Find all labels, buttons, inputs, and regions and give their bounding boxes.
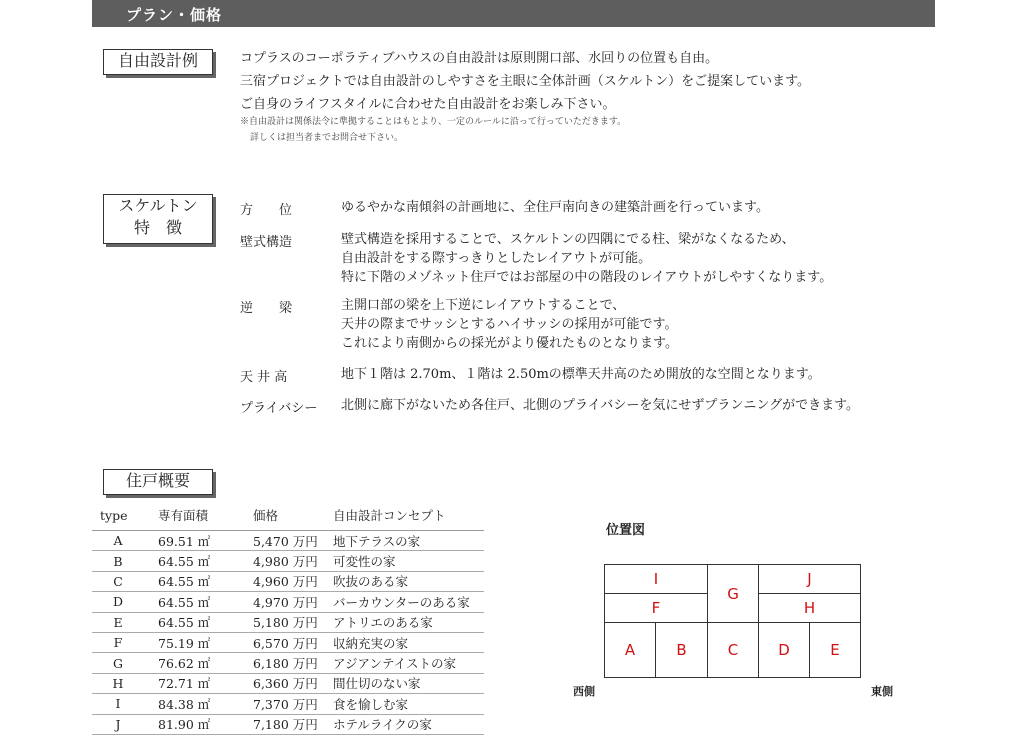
cell-concept: 食を愉しむ家: [333, 694, 484, 714]
cell-price: 5,470 万円: [253, 531, 333, 551]
cell-concept: アジアンテイストの家: [333, 653, 484, 673]
feature-desc-privacy: [341, 396, 859, 415]
map-cell-a: A: [604, 622, 656, 678]
cell-concept: ホテルライクの家: [333, 714, 484, 734]
skeleton-label-line-2: 特 徴: [133, 218, 182, 237]
cell-area: 72.71 ㎡: [144, 673, 253, 693]
feature-term-wall-structure: 壁式構造: [240, 235, 293, 250]
cell-type: A: [92, 531, 144, 551]
feature-desc-line: 地下１階は 2.70m、１階は 2.50mの標準天井高のため開放的な空間となります。: [341, 367, 821, 382]
map-cell-j: J: [758, 564, 861, 594]
skeleton-label: [103, 194, 213, 244]
feature-desc-ceiling-height: [341, 365, 821, 384]
cell-area: 84.38 ㎡: [144, 694, 253, 714]
feature-desc-orientation: [341, 198, 769, 217]
feature-term-ceiling-height: 天 井 高: [240, 370, 288, 385]
cell-type: F: [92, 632, 144, 652]
feature-term-orientation: 方 位: [240, 203, 293, 218]
units-label-text: 住戸概要: [125, 471, 190, 490]
table-row: [92, 531, 484, 551]
map-cell-b: B: [655, 622, 708, 678]
cell-area: 69.51 ㎡: [144, 531, 253, 551]
table-row: [92, 551, 484, 571]
cell-concept: 収納充実の家: [333, 632, 484, 652]
section-title: プラン・価格: [126, 6, 223, 24]
cell-price: 4,980 万円: [253, 551, 333, 571]
cell-price: 5,180 万円: [253, 612, 333, 632]
feature-desc-line: ゆるやかな南傾斜の計画地に、全住戸南向きの建築計画を行っています。: [341, 200, 769, 215]
col-header-concept: 自由設計コンセプト: [333, 503, 484, 531]
feature-desc-line: 特に下階のメゾネット住戸ではお部屋の中の階段のレイアウトがしやすくなります。: [341, 270, 833, 285]
table-row: [92, 694, 484, 714]
cell-concept: 地下テラスの家: [333, 531, 484, 551]
cell-type: J: [92, 714, 144, 734]
cell-concept: 可変性の家: [333, 551, 484, 571]
feature-term-inverted-beam: 逆 梁: [240, 301, 293, 316]
free-design-line-1: コプラスのコーポラティブハウスの自由設計は原則開口部、水回りの位置も自由。: [240, 51, 719, 66]
free-design-note-2: 詳しくは担当者までお問合せ下さい。: [250, 133, 404, 143]
location-map-title: 位置図: [606, 523, 646, 538]
map-cell-h: H: [758, 593, 861, 623]
free-design-line-3: ご自身のライフスタイルに合わせた自由設計をお楽しみ下さい。: [240, 97, 616, 112]
cell-area: 76.62 ㎡: [144, 653, 253, 673]
feature-desc-line: 自由設計をする際すっきりとしたレイアウトが可能。: [341, 251, 652, 266]
cell-type: I: [92, 694, 144, 714]
skeleton-label-line-1: スケルトン: [118, 196, 198, 215]
cell-area: 64.55 ㎡: [144, 592, 253, 612]
table-row: [92, 571, 484, 591]
map-east-label: 東側: [871, 685, 893, 698]
col-header-area: 専有面積: [144, 503, 253, 531]
cell-price: 4,970 万円: [253, 592, 333, 612]
feature-desc-wall-structure: [341, 230, 832, 287]
section-header-bar: [92, 0, 935, 27]
cell-type: D: [92, 592, 144, 612]
units-label: [103, 469, 213, 495]
cell-type: E: [92, 612, 144, 632]
cell-concept: 吹抜のある家: [333, 571, 484, 591]
table-row: [92, 632, 484, 652]
feature-desc-inverted-beam: [341, 296, 678, 353]
units-table: [92, 503, 484, 735]
free-design-label-text: 自由設計例: [117, 51, 198, 70]
cell-area: 64.55 ㎡: [144, 612, 253, 632]
cell-price: 4,960 万円: [253, 571, 333, 591]
free-design-label: [103, 49, 213, 75]
map-cell-f: F: [604, 593, 708, 623]
cell-type: B: [92, 551, 144, 571]
free-design-note-1: ※自由設計は関係法令に準拠することはもとより、一定のルールに沿って行っていただきます。: [240, 117, 627, 127]
cell-price: 6,180 万円: [253, 653, 333, 673]
feature-desc-line: 主開口部の梁を上下逆にレイアウトすることで、: [341, 298, 626, 313]
feature-desc-line: これにより南側からの採光がより優れたものとなります。: [341, 336, 678, 351]
cell-type: G: [92, 653, 144, 673]
cell-type: C: [92, 571, 144, 591]
cell-concept: 間仕切のない家: [333, 673, 484, 693]
table-row: [92, 612, 484, 632]
table-row: [92, 673, 484, 693]
cell-type: H: [92, 673, 144, 693]
cell-price: 6,570 万円: [253, 632, 333, 652]
map-cell-e: E: [809, 622, 861, 678]
map-cell-i: I: [604, 564, 708, 594]
cell-concept: アトリエのある家: [333, 612, 484, 632]
feature-term-privacy: プライバシー: [240, 401, 318, 416]
col-header-price: 価格: [253, 503, 333, 531]
cell-area: 64.55 ㎡: [144, 571, 253, 591]
table-row: [92, 714, 484, 734]
cell-concept: バーカウンターのある家: [333, 592, 484, 612]
table-row: [92, 592, 484, 612]
free-design-line-2: 三宿プロジェクトでは自由設計のしやすさを主眼に全体計画（スケルトン）をご提案しています。: [240, 74, 811, 89]
cell-area: 81.90 ㎡: [144, 714, 253, 734]
map-west-label: 西側: [573, 685, 595, 698]
feature-desc-line: 天井の際までサッシとするハイサッシの採用が可能です。: [341, 317, 678, 332]
feature-desc-line: 壁式構造を採用することで、スケルトンの四隅にでる柱、梁がなくなるため、: [341, 232, 795, 247]
map-cell-d: D: [758, 622, 810, 678]
col-header-type: type: [92, 503, 144, 531]
cell-price: 7,370 万円: [253, 694, 333, 714]
units-table-header-row: [92, 503, 484, 531]
map-cell-c: C: [707, 622, 759, 678]
cell-area: 64.55 ㎡: [144, 551, 253, 571]
feature-desc-line: 北側に廊下がないため各住戸、北側のプライバシーを気にせずプランニングができます。: [341, 398, 860, 413]
cell-price: 6,360 万円: [253, 673, 333, 693]
cell-area: 75.19 ㎡: [144, 632, 253, 652]
table-row: [92, 653, 484, 673]
map-cell-g: G: [707, 564, 759, 623]
cell-price: 7,180 万円: [253, 714, 333, 734]
